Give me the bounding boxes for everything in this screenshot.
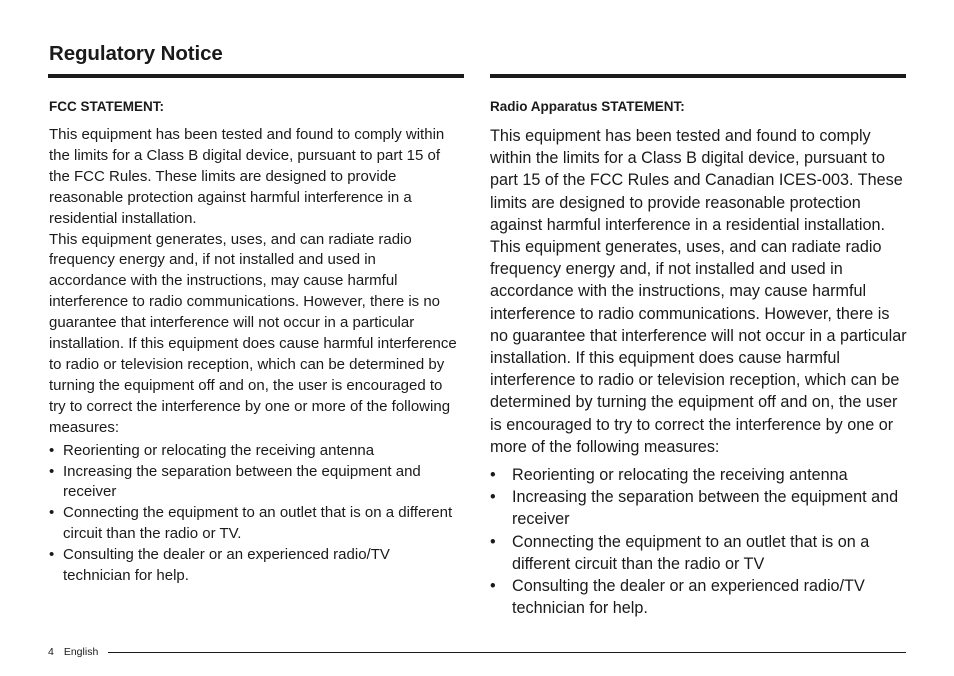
bullet-icon: • [49,462,55,480]
radio-paragraph-1: This equipment has been tested and found to comply within the limits for a Class B digital device, pursuant to part 15 of the FCC Rules and Canadian ICES-003. These limits are designed to provide reasonable protection against harmful interference in a residential installation. [490,127,903,234]
list-item [49,441,457,462]
page-number: 4 [48,646,54,658]
bullet-icon: • [49,546,55,564]
list-item [490,486,908,530]
footer-rule [108,652,906,653]
list-item [49,503,457,545]
bullet-icon: • [490,577,496,596]
bullet-icon: • [490,488,496,507]
list-item-text: Consulting the dealer or an experienced radio/TV technician for help. [512,577,865,618]
list-item-text: Reorienting or relocating the receiving antenna [512,466,848,485]
radio-apparatus-heading: Radio Apparatus STATEMENT: [490,99,685,114]
bullet-icon: • [49,441,55,459]
fcc-paragraph-2: This equipment generates, uses, and can radiate radio frequency energy and, if not installed and used in accordance with the instructions, may cause harmful interference to radio communications. However, there is no guarantee that interference will not occur in a particular installation. If this equipment does cause harmful interference to radio or television reception, which can be determined by turning the equipment off and on, the user is encouraged to try to correct the interference by one or more of the following measures: [49,230,457,436]
list-item [49,545,457,587]
list-item-text: Increasing the separation between the equipment and receiver [63,462,421,501]
radio-paragraph-2: This equipment generates, uses, and can radiate radio frequency energy and, if not installed and used in accordance with the instructions, may cause harmful interference to radio communications. However, there is no guarantee that interference will not occur in a particular installation. If this equipment does cause harmful interference to radio or television reception, which can be determined by turning the equipment off and on, the user is encouraged to try to correct the interference by one or more of the following measures: [490,238,907,456]
page-footer [48,646,906,658]
bullet-icon: • [490,532,496,551]
footer-language: English [63,646,99,658]
bullet-icon: • [49,504,55,522]
list-item-text: Consulting the dealer or an experienced radio/TV technician for help. [63,546,390,585]
list-item [490,464,908,486]
fcc-paragraph-1: This equipment has been tested and found to comply within the limits for a Class B digital device, pursuant to part 15 of the FCC Rules. These limits are designed to provide reasonable protection against harmful interference in a residential installation. [49,126,445,227]
list-item [49,462,457,504]
list-item-text: Increasing the separation between the equipment and receiver [512,488,899,529]
radio-measures-list [490,464,908,619]
page-title: Regulatory Notice [49,42,223,65]
fcc-statement-section [49,98,457,587]
title-rule-right [490,74,906,78]
list-item [490,531,908,575]
fcc-statement-heading: FCC STATEMENT: [49,99,164,114]
radio-apparatus-section [490,98,908,619]
list-item [490,575,908,619]
title-rule-left [48,74,464,78]
fcc-measures-list [49,441,457,587]
list-item-text: Reorienting or relocating the receiving antenna [63,441,375,459]
list-item-text: Connecting the equipment to an outlet that is on a different circuit than the radio or TV [512,532,870,573]
list-item-text: Connecting the equipment to an outlet that is on a different circuit than the radio or TV. [63,504,453,543]
bullet-icon: • [490,466,496,485]
